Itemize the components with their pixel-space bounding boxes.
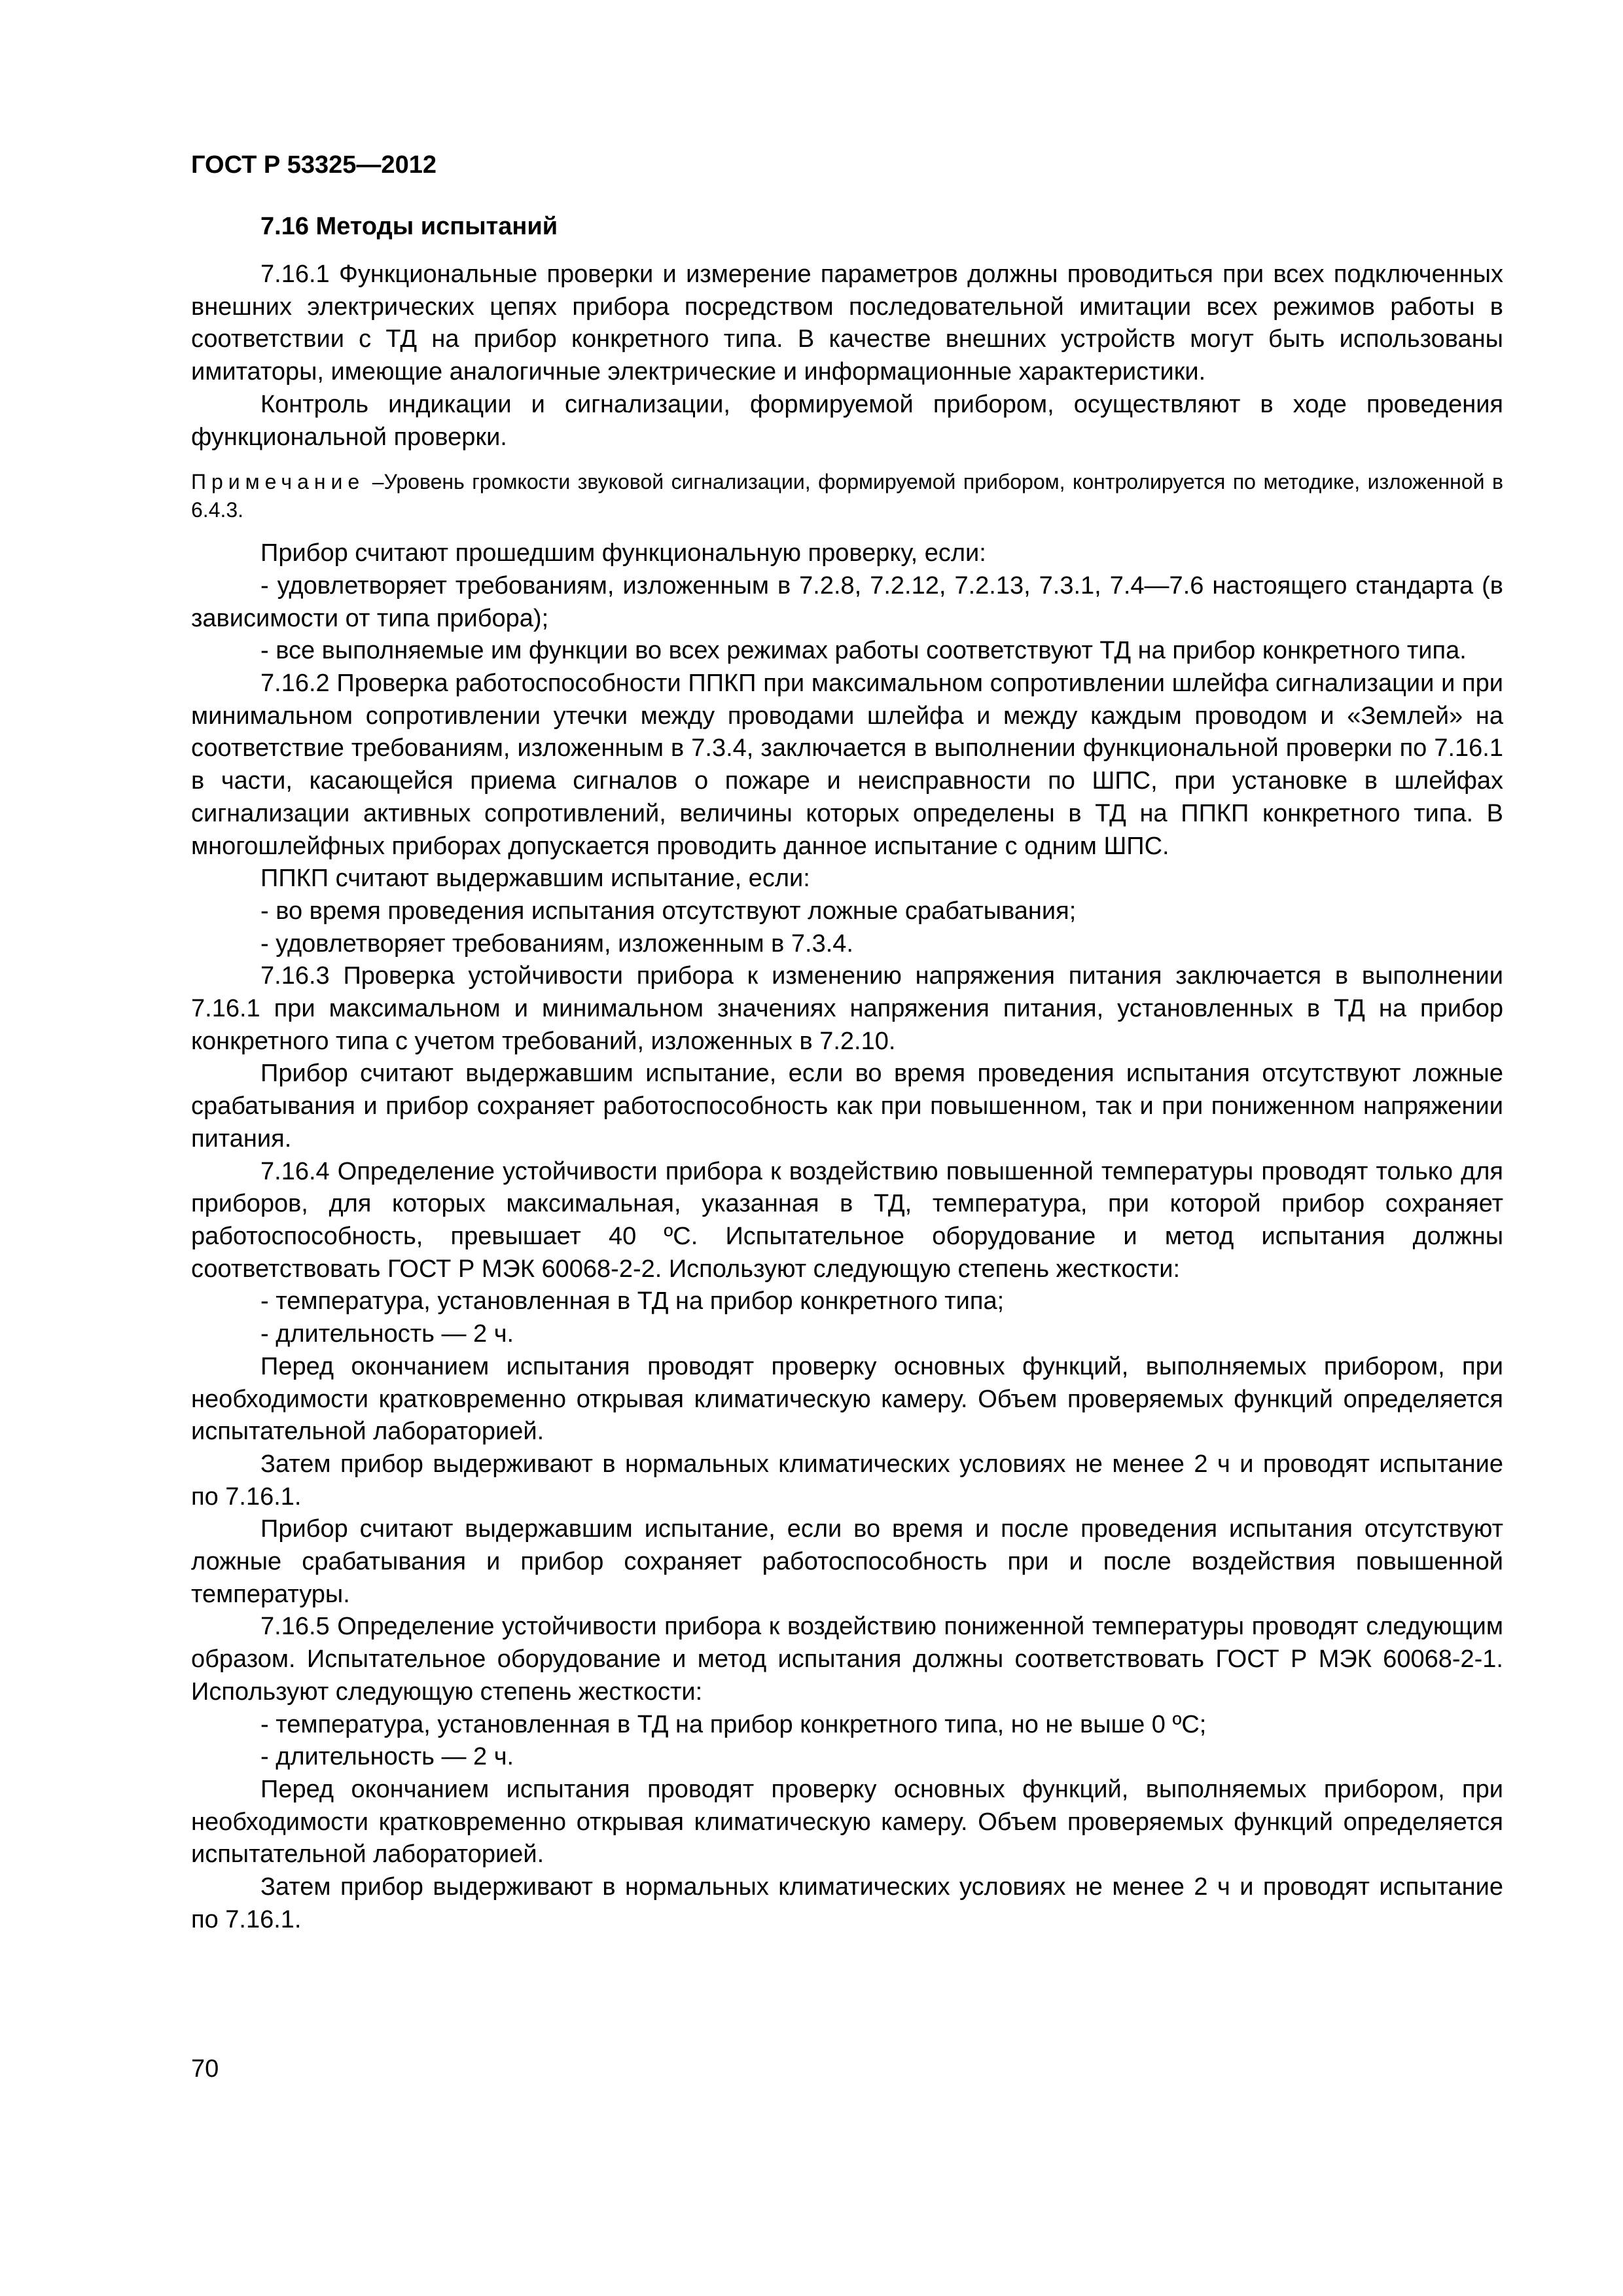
- list-item: - температура, установленная в ТД на прибор конкретного типа, но не выше 0 ºС;: [260, 1710, 1207, 1738]
- paragraph: Прибор считают выдержавшим испытание, если во время проведения испытания отсутствуют ложные срабатывания и прибор сохраняет работоспособность как при повышенном, так и при пониженном напряжении питания.: [191, 1060, 1503, 1153]
- paragraph: 7.16.2 Проверка работоспособности ППКП при максимальном сопротивлении шлейфа сигнализации и при минимальном сопротивлении утечки между проводами шлейфа и между каждым проводом и «Землей» на соответствие требованиям, изложенным в 7.3.4, заключается в выполнении функциональной проверки по 7.16.1 в части, касающейся приема сигналов о пожаре и неисправности по ШПС, при установке в шлейфах сигнализации активных сопротивлений, величины которых определены в ТД на ППКП конкретного типа. В многошлейфных приборах допускается проводить данное испытание с одним ШПС.: [191, 670, 1503, 860]
- paragraph: Прибор считают выдержавшим испытание, если во время и после проведения испытания отсутствуют ложные срабатывания и прибор сохраняет работоспособность при и после воздействия повышенной температуры.: [191, 1515, 1503, 1608]
- page-number: 70: [191, 2055, 219, 2083]
- list-item: - удовлетворяет требованиям, изложенным в 7.3.4.: [260, 929, 853, 958]
- note: [191, 468, 1503, 524]
- list-item: - длительность — 2 ч.: [260, 1320, 514, 1348]
- document-body: [191, 259, 1503, 1936]
- list-item: - удовлетворяет требованиям, изложенным в 7.2.8, 7.2.12, 7.2.13, 7.3.1, 7.4—7.6 настоящего стандарта (в зависимости от типа прибора);: [191, 571, 1503, 632]
- document-code-header: ГОСТ Р 53325—2012: [191, 151, 437, 179]
- paragraph: Затем прибор выдерживают в нормальных климатических условиях не менее 2 ч и проводят испытание по 7.16.1.: [191, 1873, 1503, 1933]
- paragraph: Затем прибор выдерживают в нормальных климатических условиях не менее 2 ч и проводят испытание по 7.16.1.: [191, 1450, 1503, 1511]
- paragraph: 7.16.1 Функциональные проверки и измерение параметров должны проводиться при всех подключенных внешних электрических цепях прибора посредством последовательной имитации всех режимов работы в соответствии с ТД на прибор конкретного типа. В качестве внешних устройств могут быть использованы имитаторы, имеющие аналогичные электрические и информационные характеристики.: [191, 260, 1503, 386]
- note-text: –Уровень громкости звуковой сигнализации, формируемой прибором, контролируется по методике, изложенной в 6.4.3.: [191, 470, 1503, 522]
- paragraph: Прибор считают прошедшим функциональную проверку, если:: [260, 539, 986, 567]
- list-item: - во время проведения испытания отсутствуют ложные срабатывания;: [260, 897, 1077, 925]
- paragraph: 7.16.3 Проверка устойчивости прибора к изменению напряжения питания заключается в выполнении 7.16.1 при максимальном и минимальном значениях напряжения питания, установленных в ТД на прибор конкретного типа с учетом требований, изложенных в 7.2.10.: [191, 962, 1503, 1055]
- note-label: Примечание: [191, 470, 365, 494]
- list-item: - температура, установленная в ТД на прибор конкретного типа;: [260, 1287, 1005, 1316]
- paragraph: 7.16.4 Определение устойчивости прибора к воздействию повышенной температуры проводят только для приборов, для которых максимальная, указанная в ТД, температура, при которой прибор сохраняет работоспособность, превышает 40 ºС. Испытательное оборудование и метод испытания должны соответствовать ГОСТ Р МЭК 60068-2-2. Используют следующую степень жесткости:: [191, 1157, 1503, 1283]
- paragraph: Контроль индикации и сигнализации, формируемой прибором, осуществляют в ходе проведения функциональной проверки.: [191, 390, 1503, 451]
- paragraph: Перед окончанием испытания проводят проверку основных функций, выполняемых прибором, при необходимости кратковременно открывая климатическую камеру. Объем проверяемых функций определяется испытательной лабораторией.: [191, 1352, 1503, 1446]
- paragraph: 7.16.5 Определение устойчивости прибора к воздействию пониженной температуры проводят следующим образом. Испытательное оборудование и метод испытания должны соответствовать ГОСТ Р МЭК 60068-2-1. Используют следующую степень жесткости:: [191, 1613, 1503, 1706]
- list-item: - длительность — 2 ч.: [260, 1743, 514, 1771]
- paragraph: ППКП считают выдержавшим испытание, если:: [260, 865, 810, 893]
- list-item: - все выполняемые им функции во всех режимах работы соответствуют ТД на прибор конкретного типа.: [260, 637, 1467, 665]
- section-heading: 7.16 Методы испытаний: [260, 213, 558, 240]
- paragraph: Перед окончанием испытания проводят проверку основных функций, выполняемых прибором, при необходимости кратковременно открывая климатическую камеру. Объем проверяемых функций определяется испытательной лабораторией.: [191, 1775, 1503, 1869]
